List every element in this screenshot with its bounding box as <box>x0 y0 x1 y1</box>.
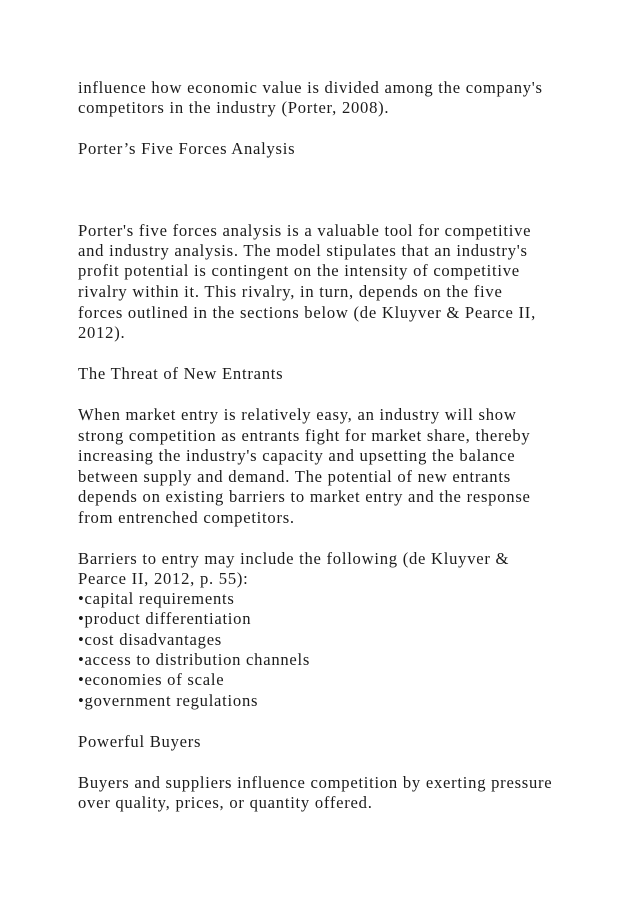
section-heading: The Threat of New Entrants <box>78 364 284 383</box>
text-line: Pearce II, 2012, p. 55): <box>78 569 249 588</box>
text-line: from entrenched competitors. <box>78 508 295 527</box>
section-heading: Powerful Buyers <box>78 732 202 751</box>
text-line: influence how economic value is divided among the company's <box>78 78 543 97</box>
text-line: between supply and demand. The potential of new entrants <box>78 467 511 486</box>
text-line: rivalry within it. This rivalry, in turn, depends on the five <box>78 282 503 301</box>
text-line: forces outlined in the sections below (de Kluyver & Pearce II, <box>78 303 536 322</box>
text-line: depends on existing barriers to market entry and the response <box>78 487 531 506</box>
text-line: competitors in the industry (Porter, 2008). <box>78 98 390 117</box>
list-item: •product differentiation <box>78 609 252 628</box>
list-item: •government regulations <box>78 691 259 710</box>
list-item: •cost disadvantages <box>78 630 223 649</box>
list-item: •capital requirements <box>78 589 235 608</box>
list-item: •economies of scale <box>78 670 225 689</box>
text-line: profit potential is contingent on the intensity of competitive <box>78 261 520 280</box>
text-line: Barriers to entry may include the following (de Kluyver & <box>78 549 510 568</box>
section-heading: Porter’s Five Forces Analysis <box>78 139 296 158</box>
text-line: increasing the industry's capacity and upsetting the balance <box>78 446 516 465</box>
text-line: and industry analysis. The model stipulates that an industry's <box>78 241 528 260</box>
text-line: Buyers and suppliers influence competition by exerting pressure <box>78 773 553 792</box>
text-line: When market entry is relatively easy, an industry will show <box>78 405 517 424</box>
text-line: 2012). <box>78 323 126 342</box>
text-line: strong competition as entrants fight for market share, thereby <box>78 426 531 445</box>
list-item: •access to distribution channels <box>78 650 311 669</box>
text-line: over quality, prices, or quantity offered. <box>78 793 373 812</box>
text-line: Porter's five forces analysis is a valuable tool for competitive <box>78 221 532 240</box>
